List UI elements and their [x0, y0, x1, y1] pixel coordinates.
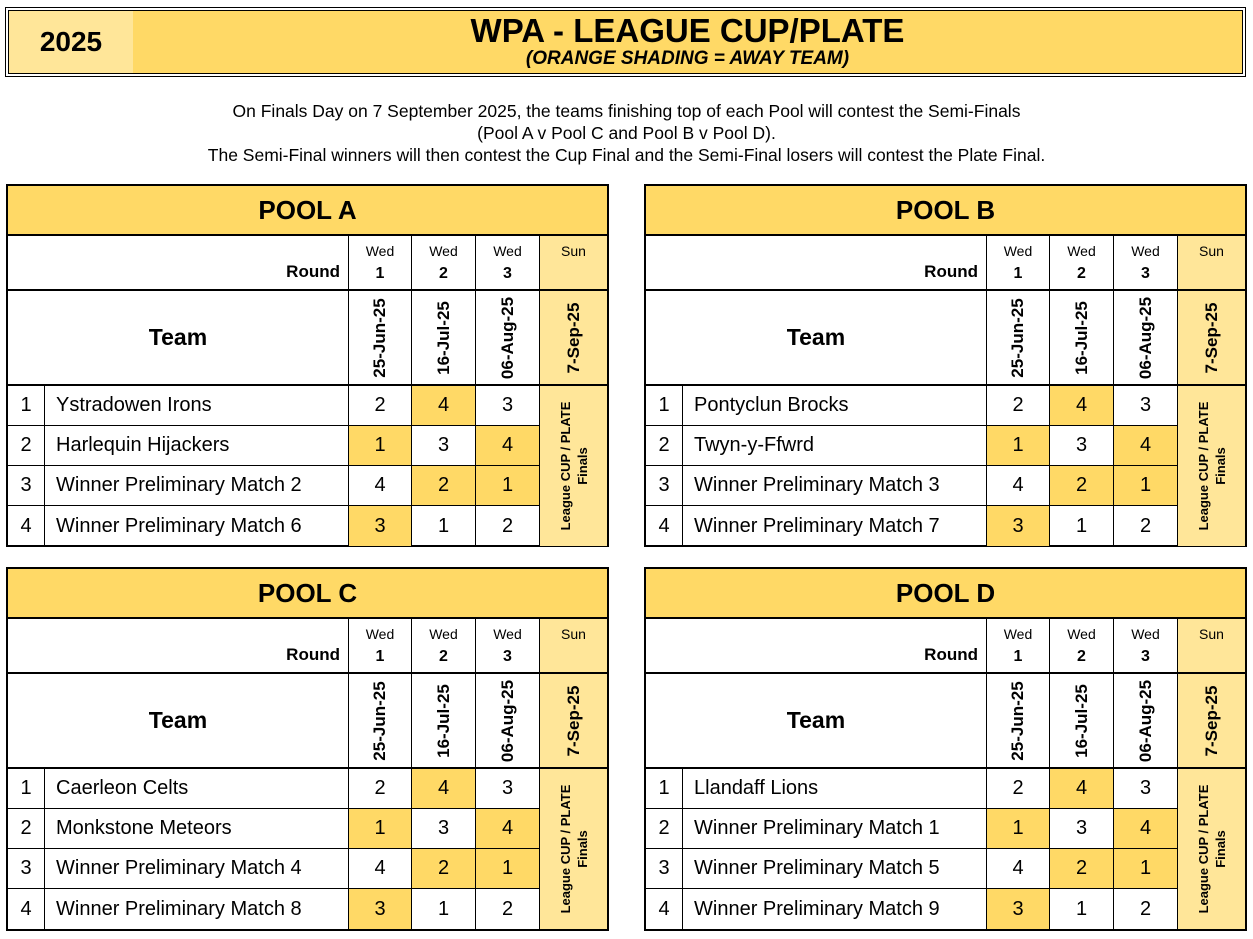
- table-row: [646, 889, 1178, 929]
- round-3-opponent: 4: [1114, 809, 1178, 848]
- table-row: [646, 809, 1178, 849]
- team-index: 2: [8, 426, 45, 465]
- round-day: Wed: [1003, 626, 1033, 642]
- pool-c-table: [6, 567, 609, 931]
- round-day: Sun: [1199, 626, 1224, 642]
- round-1-opponent: 1: [349, 426, 412, 465]
- team-name: Winner Preliminary Match 8: [45, 889, 349, 929]
- round-3-opponent: 3: [1114, 769, 1178, 808]
- finals-cell: [540, 769, 607, 929]
- round-date: 25-Jun-25: [1008, 297, 1027, 378]
- round-number: 2: [1077, 648, 1086, 665]
- round-3-opponent: 3: [1114, 386, 1178, 425]
- round-3-opponent: 2: [476, 889, 540, 929]
- page-subtitle: (ORANGE SHADING = AWAY TEAM): [525, 48, 850, 69]
- intro-line-3: The Semi-Final winners will then contest the Cup Final and the Semi-Final losers will contest the Plate Final.: [207, 145, 1046, 165]
- intro-line-1: On Finals Day on 7 September 2025, the teams finishing top of each Pool will contest the Semi-Finals: [232, 101, 1021, 121]
- team-index: 4: [646, 506, 683, 546]
- team-name: Harlequin Hijackers: [45, 426, 349, 465]
- team-index: 2: [646, 426, 683, 465]
- finals-date: 7-Sep-25: [563, 685, 583, 756]
- team-rows: [8, 769, 607, 929]
- team-name: Monkstone Meteors: [45, 809, 349, 848]
- round-col-finals: [1178, 236, 1245, 289]
- date-col-3: [476, 291, 540, 384]
- date-col-1: [987, 674, 1050, 767]
- team-name: Winner Preliminary Match 6: [45, 506, 349, 546]
- date-col-2: [412, 674, 476, 767]
- round-2-opponent: 2: [1050, 466, 1114, 505]
- table-row: [646, 386, 1178, 426]
- team-index: 3: [8, 849, 45, 888]
- round-day: Wed: [429, 243, 458, 259]
- round-2-opponent: 1: [412, 889, 476, 929]
- pool-title: POOL C: [8, 569, 607, 619]
- round-label-text: Round: [286, 645, 340, 664]
- round-date: 25-Jun-25: [1008, 680, 1027, 761]
- team-index: 2: [646, 809, 683, 848]
- round-number: 1: [1013, 265, 1023, 282]
- round-col-finals: [540, 236, 607, 289]
- date-col-3: [1114, 291, 1178, 384]
- round-label: [8, 619, 349, 672]
- round-1-opponent: 4: [349, 466, 412, 505]
- round-day: Wed: [365, 243, 395, 259]
- finals-label-line-2: Finals: [574, 447, 590, 485]
- team-index: 3: [646, 849, 683, 888]
- round-3-opponent: 3: [476, 386, 540, 425]
- round-1-opponent: 4: [987, 466, 1050, 505]
- round-1-opponent: 4: [349, 849, 412, 888]
- round-col-1: [349, 619, 412, 672]
- team-name: Ystradowen Irons: [45, 386, 349, 425]
- team-name: Winner Preliminary Match 2: [45, 466, 349, 505]
- round-1-opponent: 1: [987, 809, 1050, 848]
- pool-title: POOL B: [646, 186, 1245, 236]
- date-col-3: [1114, 674, 1178, 767]
- round-header-row: [646, 619, 1245, 674]
- round-1-opponent: 3: [987, 889, 1050, 929]
- finals-label-line-2: Finals: [1212, 447, 1228, 485]
- finals-cell: [540, 386, 607, 546]
- team-rows: [646, 769, 1245, 929]
- finals-label-line-1: League CUP / PLATE: [557, 784, 573, 914]
- table-row: [8, 426, 540, 466]
- header-inner: [8, 10, 1243, 74]
- round-2-opponent: 1: [1050, 506, 1114, 546]
- round-day: Wed: [1131, 626, 1160, 642]
- team-index: 4: [8, 506, 45, 546]
- table-row: [646, 426, 1178, 466]
- date-col-2: [1050, 674, 1114, 767]
- team-column-header: Team: [646, 291, 987, 384]
- round-1-opponent: 1: [987, 426, 1050, 465]
- team-rows: [8, 386, 607, 546]
- finals-label-line-2: Finals: [574, 830, 590, 868]
- team-index: 1: [646, 386, 683, 425]
- round-day: Sun: [561, 626, 586, 642]
- round-number: 1: [375, 648, 385, 665]
- round-label-text: Round: [924, 262, 978, 281]
- round-date: 06-Aug-25: [497, 679, 517, 762]
- round-day: Sun: [561, 243, 586, 259]
- round-3-opponent: 1: [1114, 849, 1178, 888]
- round-number: 3: [1141, 265, 1150, 282]
- round-label: [646, 619, 987, 672]
- table-row: [8, 769, 540, 809]
- finals-label-line-2: Finals: [1212, 830, 1228, 868]
- pool-d-table: [644, 567, 1247, 931]
- round-header-row: [646, 236, 1245, 291]
- round-day: Wed: [1067, 626, 1096, 642]
- round-2-opponent: 1: [412, 506, 476, 546]
- team-index: 3: [8, 466, 45, 505]
- round-3-opponent: 1: [1114, 466, 1178, 505]
- round-1-opponent: 3: [987, 506, 1050, 546]
- date-col-1: [987, 291, 1050, 384]
- round-2-opponent: 4: [412, 386, 476, 425]
- date-col-finals: [540, 674, 607, 767]
- team-index: 3: [646, 466, 683, 505]
- table-row: [646, 849, 1178, 889]
- date-col-3: [476, 674, 540, 767]
- page-title: WPA - LEAGUE CUP/PLATE: [470, 12, 905, 49]
- finals-label: [1195, 785, 1229, 914]
- round-2-opponent: 3: [412, 426, 476, 465]
- round-2-opponent: 3: [1050, 809, 1114, 848]
- round-col-3: [1114, 236, 1178, 289]
- team-name: Winner Preliminary Match 3: [683, 466, 987, 505]
- round-date: 16-Jul-25: [433, 300, 453, 375]
- team-index: 4: [646, 889, 683, 929]
- team-index: 1: [8, 769, 45, 808]
- table-row: [646, 769, 1178, 809]
- round-col-1: [349, 236, 412, 289]
- team-index: 1: [8, 386, 45, 425]
- round-3-opponent: 2: [476, 506, 540, 546]
- date-col-1: [349, 291, 412, 384]
- round-col-2: [1050, 236, 1114, 289]
- round-label: [8, 236, 349, 289]
- round-date: 25-Jun-25: [370, 297, 389, 378]
- table-row: [8, 889, 540, 929]
- finals-label-line-1: League CUP / PLATE: [557, 401, 573, 531]
- round-col-2: [412, 619, 476, 672]
- intro-line-2: (Pool A v Pool C and Pool B v Pool D).: [477, 123, 776, 143]
- date-header-row: [646, 291, 1245, 386]
- round-3-opponent: 4: [476, 809, 540, 848]
- round-number: 2: [1077, 265, 1086, 282]
- team-name: Winner Preliminary Match 7: [683, 506, 987, 546]
- round-col-finals: [540, 619, 607, 672]
- round-day: Wed: [493, 243, 522, 259]
- round-1-opponent: 2: [349, 386, 412, 425]
- date-col-finals: [540, 291, 607, 384]
- team-rows: [646, 386, 1245, 546]
- round-col-1: [987, 619, 1050, 672]
- round-1-opponent: 3: [349, 889, 412, 929]
- round-2-opponent: 2: [412, 466, 476, 505]
- round-3-opponent: 4: [1114, 426, 1178, 465]
- date-col-finals: [1178, 674, 1245, 767]
- team-name: Winner Preliminary Match 1: [683, 809, 987, 848]
- round-2-opponent: 2: [412, 849, 476, 888]
- round-date: 16-Jul-25: [1071, 683, 1091, 758]
- date-col-finals: [1178, 291, 1245, 384]
- round-number: 3: [1141, 648, 1150, 665]
- round-date: 06-Aug-25: [1135, 679, 1155, 762]
- finals-date: 7-Sep-25: [1201, 302, 1221, 373]
- round-2-opponent: 1: [1050, 889, 1114, 929]
- round-2-opponent: 3: [1050, 426, 1114, 465]
- round-col-2: [412, 236, 476, 289]
- round-3-opponent: 3: [476, 769, 540, 808]
- round-label-text: Round: [924, 645, 978, 664]
- date-col-1: [349, 674, 412, 767]
- team-name: Winner Preliminary Match 9: [683, 889, 987, 929]
- finals-label: [557, 402, 591, 531]
- finals-cell: [1178, 386, 1245, 546]
- date-header-row: [8, 674, 607, 769]
- round-date: 25-Jun-25: [370, 680, 389, 761]
- round-col-1: [987, 236, 1050, 289]
- round-col-finals: [1178, 619, 1245, 672]
- round-col-3: [476, 619, 540, 672]
- pool-title: POOL A: [8, 186, 607, 236]
- team-name: Winner Preliminary Match 4: [45, 849, 349, 888]
- round-date: 06-Aug-25: [1135, 296, 1155, 379]
- team-index: 2: [8, 809, 45, 848]
- team-name: Llandaff Lions: [683, 769, 987, 808]
- pool-title: POOL D: [646, 569, 1245, 619]
- finals-date: 7-Sep-25: [563, 302, 583, 373]
- date-col-2: [1050, 291, 1114, 384]
- round-2-opponent: 2: [1050, 849, 1114, 888]
- finals-label-line-1: League CUP / PLATE: [1195, 784, 1211, 914]
- date-header-row: [8, 291, 607, 386]
- date-col-2: [412, 291, 476, 384]
- round-2-opponent: 4: [412, 769, 476, 808]
- pool-b-table: [644, 184, 1247, 547]
- round-day: Wed: [1067, 243, 1096, 259]
- intro-text: [0, 100, 1253, 166]
- team-column-header: Team: [8, 291, 349, 384]
- round-col-3: [476, 236, 540, 289]
- round-day: Wed: [493, 626, 522, 642]
- round-day: Wed: [1131, 243, 1160, 259]
- round-date: 16-Jul-25: [1071, 300, 1091, 375]
- finals-cell: [1178, 769, 1245, 929]
- date-header-row: [646, 674, 1245, 769]
- table-row: [8, 466, 540, 506]
- header-titles: [133, 11, 1242, 73]
- round-col-2: [1050, 619, 1114, 672]
- round-3-opponent: 2: [1114, 889, 1178, 929]
- round-3-opponent: 1: [476, 466, 540, 505]
- team-column-header: Team: [8, 674, 349, 767]
- round-1-opponent: 2: [987, 386, 1050, 425]
- finals-label: [1195, 402, 1229, 531]
- team-name: Twyn-y-Ffwrd: [683, 426, 987, 465]
- team-index: 1: [646, 769, 683, 808]
- round-label-text: Round: [286, 262, 340, 281]
- round-day: Wed: [1003, 243, 1033, 259]
- finals-label-line-1: League CUP / PLATE: [1195, 401, 1211, 531]
- round-1-opponent: 3: [349, 506, 412, 546]
- round-date: 16-Jul-25: [433, 683, 453, 758]
- team-name: Pontyclun Brocks: [683, 386, 987, 425]
- round-header-row: [8, 619, 607, 674]
- round-number: 3: [503, 265, 512, 282]
- round-number: 3: [503, 648, 512, 665]
- table-row: [8, 849, 540, 889]
- round-number: 2: [439, 648, 448, 665]
- round-2-opponent: 4: [1050, 769, 1114, 808]
- round-header-row: [8, 236, 607, 291]
- round-label: [646, 236, 987, 289]
- round-day: Wed: [365, 626, 395, 642]
- table-row: [8, 809, 540, 849]
- round-number: 1: [1013, 648, 1023, 665]
- round-day: Wed: [429, 626, 458, 642]
- round-1-opponent: 2: [349, 769, 412, 808]
- header-banner: [5, 7, 1246, 77]
- table-row: [646, 506, 1178, 546]
- round-date: 06-Aug-25: [497, 296, 517, 379]
- round-2-opponent: 4: [1050, 386, 1114, 425]
- round-number: 1: [375, 265, 385, 282]
- round-day: Sun: [1199, 243, 1224, 259]
- round-3-opponent: 2: [1114, 506, 1178, 546]
- team-name: Caerleon Celts: [45, 769, 349, 808]
- team-index: 4: [8, 889, 45, 929]
- pool-a-table: [6, 184, 609, 547]
- round-3-opponent: 4: [476, 426, 540, 465]
- round-3-opponent: 1: [476, 849, 540, 888]
- round-number: 2: [439, 265, 448, 282]
- season-year: 2025: [9, 11, 133, 73]
- round-1-opponent: 2: [987, 769, 1050, 808]
- finals-date: 7-Sep-25: [1201, 685, 1221, 756]
- finals-label: [557, 785, 591, 914]
- round-col-3: [1114, 619, 1178, 672]
- table-row: [8, 506, 540, 546]
- table-row: [646, 466, 1178, 506]
- table-row: [8, 386, 540, 426]
- round-2-opponent: 3: [412, 809, 476, 848]
- team-name: Winner Preliminary Match 5: [683, 849, 987, 888]
- round-1-opponent: 4: [987, 849, 1050, 888]
- round-1-opponent: 1: [349, 809, 412, 848]
- team-column-header: Team: [646, 674, 987, 767]
